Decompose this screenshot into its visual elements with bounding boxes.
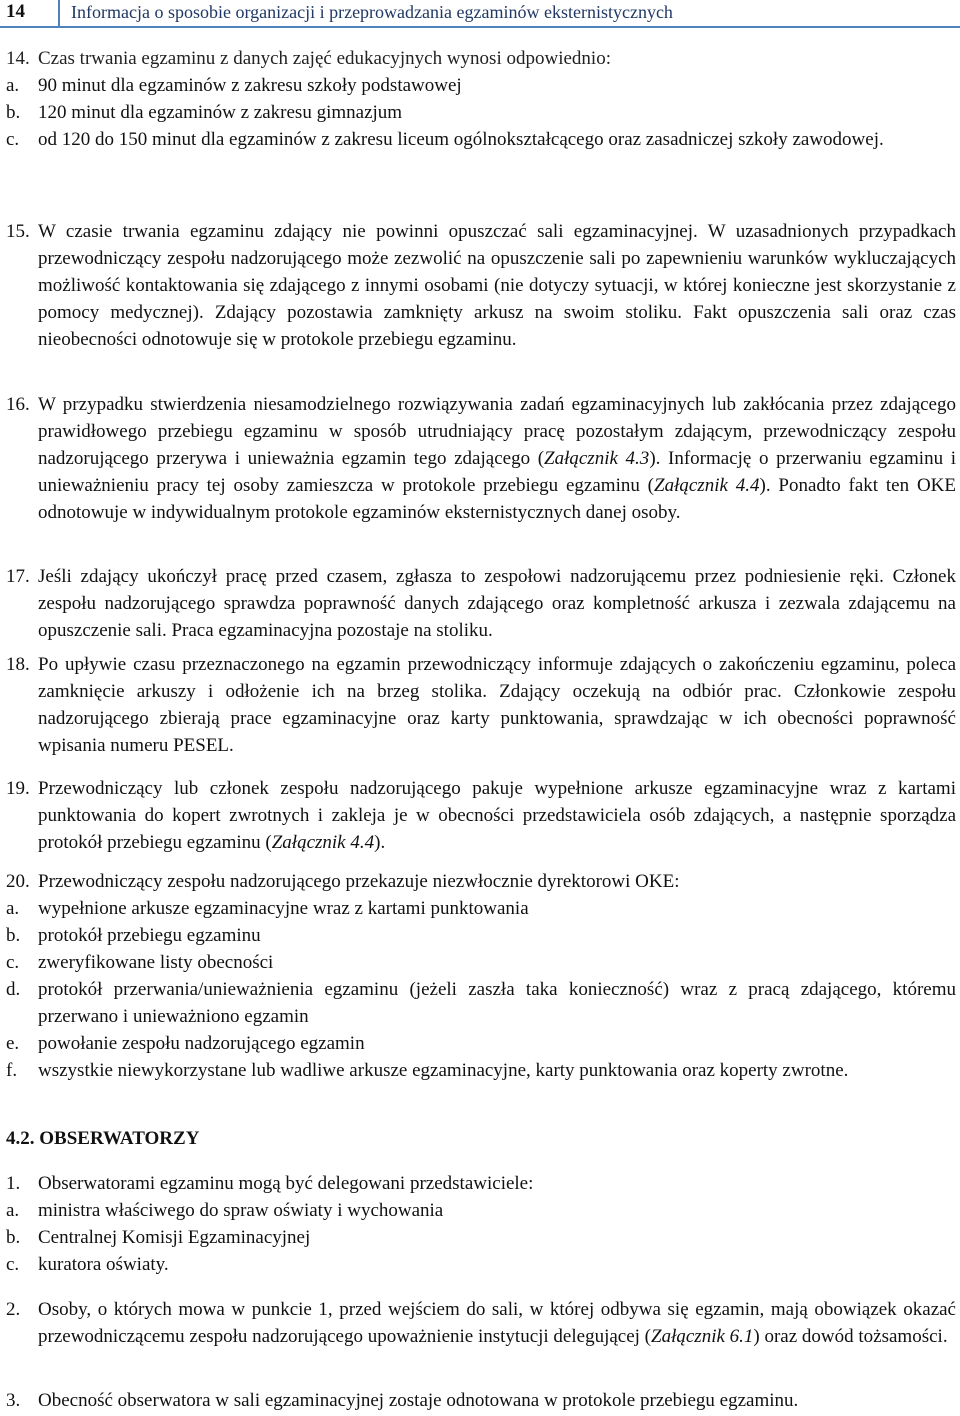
- list-item: [6, 126, 956, 153]
- item-number: 2.: [6, 1299, 21, 1320]
- item-number: 14.: [6, 48, 30, 69]
- item-text: Przewodniczący zespołu nadzorującego przekazuje niezwłocznie dyrektorowi OKE:: [38, 871, 680, 892]
- item-19: [6, 775, 956, 856]
- item-text: W czasie trwania egzaminu zdający nie powinni opuszczać sali egzaminacyjnej. W uzasadnionych przypadkach przewodniczący zespołu nadzorującego może zezwolić na opuszczenie sali po zapewnieniu warunków wykluczających możliwość kontaktowania się zdającego z innymi osobami (nie dotyczy sytuacji, w której konieczne jest skorzystanie z pomocy medycznej). Zdający pozostawia zamknięty arkusz na swoim stoliku. Fakt opuszczenia sali oraz czas nieobecności odnotowuje się w protokole przebiegu egzaminu.: [38, 221, 956, 350]
- item-text: Obecność obserwatora w sali egzaminacyjnej zostaje odnotowana w protokole przebiegu egzaminu.: [38, 1390, 799, 1411]
- section-heading: 4.2. OBSERWATORZY: [6, 1128, 200, 1149]
- list-letter: b.: [6, 102, 21, 123]
- list-text: ministra właściwego do spraw oświaty i wychowania: [38, 1200, 444, 1221]
- list-item: [6, 1030, 956, 1057]
- item-number: 20.: [6, 871, 30, 892]
- item-number: 1.: [6, 1173, 21, 1194]
- item-text: [38, 1296, 956, 1350]
- annex-reference: Załącznik 4.3: [544, 448, 650, 469]
- item-15: [6, 218, 956, 353]
- item-18: [6, 651, 956, 759]
- list-text: powołanie zespołu nadzorującego egzamin: [38, 1033, 365, 1054]
- text-run: Przewodniczący lub członek zespołu nadzorującego pakuje wypełnione arkusze egzaminacyjne wraz z kartami punktowania do kopert zwrotnych i zakleja je w obecności przedstawiciela osób zdających, a następnie sporządza protokół przebiegu egzaminu (: [38, 778, 956, 853]
- list-item: [6, 99, 956, 126]
- list-letter: a.: [6, 1200, 20, 1221]
- list-text: 120 minut dla egzaminów z zakresu gimnazjum: [38, 102, 403, 123]
- annex-reference: Załącznik 4.4: [654, 475, 760, 496]
- item-number: 17.: [6, 566, 30, 587]
- item-16: [6, 391, 956, 526]
- list-item: [6, 72, 956, 99]
- page-number: 14: [6, 1, 25, 22]
- item-text: Czas trwania egzaminu z danych zajęć edukacyjnych wynosi odpowiednio:: [38, 48, 611, 69]
- item-text: Obserwatorami egzaminu mogą być delegowani przedstawiciele:: [38, 1173, 534, 1194]
- list-item: [6, 922, 956, 949]
- item-17: [6, 563, 956, 644]
- item-text: Jeśli zdający ukończył pracę przed czasem, zgłasza to zespołowi nadzorującemu przez podniesienie ręki. Członek zespołu nadzorującego sprawdza poprawność danych zdającego oraz kompletność arkusza i zezwala zdającemu na opuszczenie sali. Praca egzaminacyjna pozostaje na stoliku.: [38, 566, 956, 641]
- item-number: 16.: [6, 394, 30, 415]
- list-item: [6, 1224, 956, 1251]
- list-text: 90 minut dla egzaminów z zakresu szkoły podstawowej: [38, 75, 462, 96]
- header-divider: [58, 0, 60, 26]
- text-run: W przypadku stwierdzenia niesamodzielnego rozwiązywania zadań egzaminacyjnych lub zakłócania przez zdającego prawidłowego przebiegu egzaminu w sposób utrudniający pracę pozostałym zdającym, przewodniczący zespołu nadzorującego przerywa i unieważnia egzamin tego zdającego (: [38, 394, 956, 469]
- list-text: protokół przebiegu egzaminu: [38, 925, 261, 946]
- list-letter: e.: [6, 1033, 20, 1054]
- list-letter: c.: [6, 952, 20, 973]
- list-letter: c.: [6, 129, 20, 150]
- observers-item-3: [6, 1387, 956, 1414]
- text-run: ). Informację o przerwaniu egzaminu i unieważnieniu pracy tej osoby zamieszcza w protokole przebiegu egzaminu (: [38, 448, 956, 496]
- list-text: wypełnione arkusze egzaminacyjne wraz z kartami punktowania: [38, 898, 529, 919]
- page-header: [0, 0, 960, 28]
- running-title: Informacja o sposobie organizacji i przeprowadzania egzaminów eksternistycznych: [71, 2, 673, 22]
- item-20: [6, 868, 956, 1084]
- list-text: protokół przerwania/unieważnienia egzaminu (jeżeli zaszła taka konieczność) wraz z pracą zdającego, któremu przerwano i unieważniono egzamin: [38, 979, 956, 1027]
- list-letter: c.: [6, 1254, 20, 1275]
- item-number: 19.: [6, 778, 30, 799]
- observers-item-1: [6, 1170, 956, 1278]
- text-run: ). Ponadto fakt ten OKE odnotowuje w indywidualnym protokole egzaminów eksternistycznych danej osoby.: [38, 475, 957, 523]
- item-14: [6, 45, 956, 153]
- list-item: [6, 1197, 956, 1224]
- list-text: wszystkie niewykorzystane lub wadliwe arkusze egzaminacyjne, karty punktowania oraz koperty zwrotne.: [38, 1060, 849, 1081]
- list-letter: b.: [6, 925, 21, 946]
- item-number: 3.: [6, 1390, 21, 1411]
- list-text: kuratora oświaty.: [38, 1254, 169, 1275]
- annex-reference: Załącznik 6.1: [651, 1326, 754, 1347]
- list-item: [6, 1251, 956, 1278]
- annex-reference: Załącznik 4.4: [271, 832, 375, 853]
- list-letter: a.: [6, 75, 20, 96]
- list-item: [6, 895, 956, 922]
- text-run: ).: [374, 832, 386, 853]
- list-letter: d.: [6, 979, 21, 1000]
- list-text: od 120 do 150 minut dla egzaminów z zakresu liceum ogólnokształcącego oraz zasadniczej szkoły zawodowej.: [38, 129, 884, 150]
- item-text: [38, 775, 956, 856]
- list-item: [6, 949, 956, 976]
- list-text: Centralnej Komisji Egzaminacyjnej: [38, 1227, 311, 1248]
- item-text: [38, 391, 956, 526]
- list-item: [6, 976, 956, 1030]
- list-letter: a.: [6, 898, 20, 919]
- list-letter: f.: [6, 1060, 18, 1081]
- list-text: zweryfikowane listy obecności: [38, 952, 274, 973]
- item-number: 15.: [6, 221, 30, 242]
- item-text: Po upływie czasu przeznaczonego na egzamin przewodniczący informuje zdających o zakończeniu egzaminu, poleca zamknięcie arkuszy i odłożenie ich na brzeg stolika. Zdający oczekują na odbiór prac. Członkowie zespołu nadzorującego zbierają prace egzaminacyjne oraz karty punktowania, sprawdzając w ich obecności poprawność wpisania numeru PESEL.: [38, 654, 956, 756]
- text-run: Osoby, o których mowa w punkcie 1, przed wejściem do sali, w której odbywa się egzamin, mają obowiązek okazać przewodniczącemu zespołu nadzorującego upoważnienie instytucji delegującej (: [38, 1299, 956, 1347]
- text-run: ) oraz dowód tożsamości.: [753, 1326, 948, 1347]
- list-letter: b.: [6, 1227, 21, 1248]
- observers-item-2: [6, 1296, 956, 1350]
- item-number: 18.: [6, 654, 30, 675]
- list-item: [6, 1057, 956, 1084]
